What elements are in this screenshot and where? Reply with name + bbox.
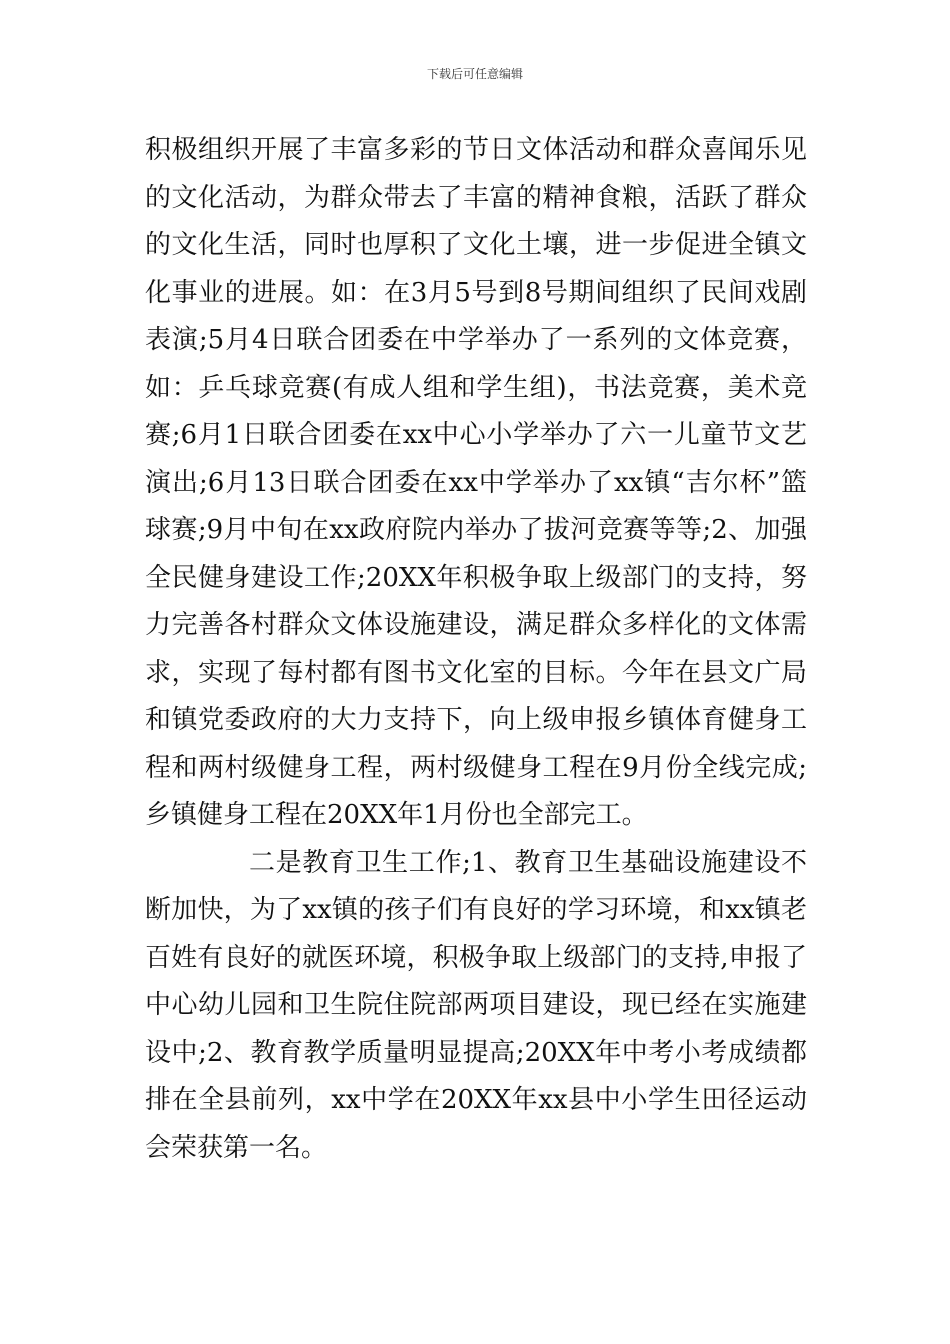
paragraph-culture-sports: 积极组织开展了丰富多彩的节日文体活动和群众喜闻乐见的文化活动，为群众带去了丰富的精神食粮，活跃了群众的文化生活，同时也厚积了文化土壤，进一步促进全镇文化事业的进展。如：在3月5号到8号期间组织了民间戏剧表演;5月4日联合团委在中学举办了一系列的文体竞赛，如：乒乓球竞赛(有成人组和学生组)，书法竞赛，美术竞赛;6月1日联合团委在xx中心小学举办了六一儿童节文艺演出;6月13日联合团委在xx中学举办了xx镇“吉尔杯”篮球赛;9月中旬在xx政府院内举办了拔河竞赛等等;2、加强全民健身建设工作;20XX年积极争取上级部门的支持，努力完善各村群众文体设施建设，满足群众多样化的文体需求，实现了每村都有图书文化室的目标。今年在县文广局和镇党委政府的大力支持下，向上级申报乡镇体育健身工程和两村级健身工程，两村级健身工程在9月份全线完成;乡镇健身工程在20XX年1月份也全部完工。 xyxy=(145,135,807,830)
paragraph-education-health: 二是教育卫生工作;1、教育卫生基础设施建设不断加快，为了xx镇的孩子们有良好的学习环境，和xx镇老百姓有良好的就医环境，积极争取上级部门的支持,申报了中心幼儿园和卫生院住院部两项目建设，现已经在实施建设中;2、教育教学质量明显提高;20XX年中考小考成绩都排在全县前列，xx中学在20XX年xx县中小学生田径运动会荣获第一名。 xyxy=(145,847,807,1163)
header-note: 下载后可任意编辑 xyxy=(426,67,523,81)
document-body xyxy=(145,127,807,1172)
